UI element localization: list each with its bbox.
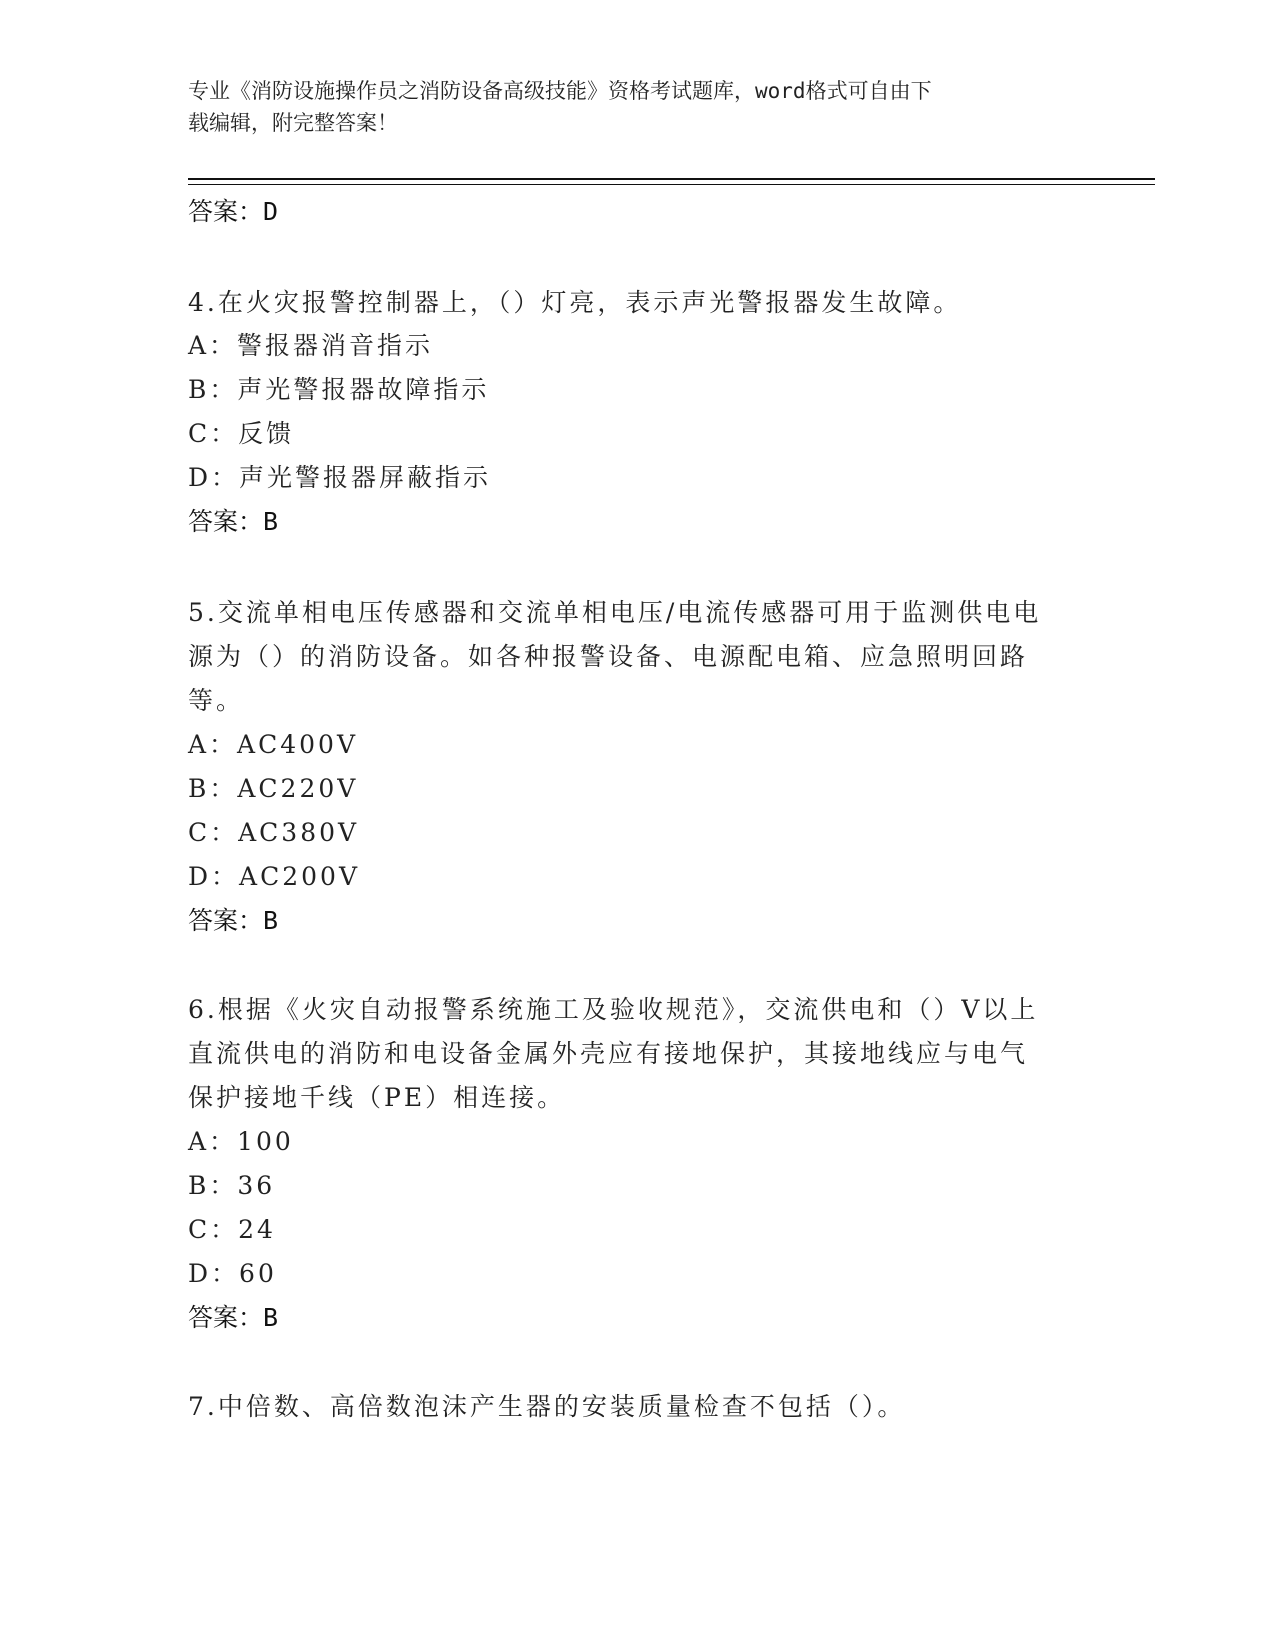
question-5-option-d: D：AC200V <box>188 862 360 891</box>
question-6-answer: 答案：B <box>188 1303 279 1332</box>
question-6-stem-line-2: 直流供电的消防和电设备金属外壳应有接地保护，其接地线应与电气 <box>188 1039 1029 1068</box>
header-divider-thick <box>188 178 1155 180</box>
question-6-option-a: A：100 <box>188 1127 294 1156</box>
question-5-stem-line-1: 5.交流单相电压传感器和交流单相电压/电流传感器可用于监测供电电 <box>188 598 1042 627</box>
header-divider-thin <box>188 184 1155 185</box>
question-4-option-b: B：声光警报器故障指示 <box>188 375 490 404</box>
question-7-stem: 7.中倍数、高倍数泡沫产生器的安装质量检查不包括（）。 <box>188 1392 906 1421</box>
question-5-answer: 答案：B <box>188 906 279 935</box>
question-4-option-d: D：声光警报器屏蔽指示 <box>188 463 492 492</box>
question-6-stem-line-1: 6.根据《火灾自动报警系统施工及验收规范》，交流供电和（）V以上 <box>188 995 1039 1024</box>
question-4-stem: 4.在火灾报警控制器上，（）灯亮，表示声光警报器发生故障。 <box>188 288 962 317</box>
question-6-option-b: B：36 <box>188 1171 276 1200</box>
question-4-option-a: A：警报器消音指示 <box>188 331 434 360</box>
question-4-answer: 答案：B <box>188 507 279 536</box>
question-5-stem-line-3: 等。 <box>188 686 245 715</box>
header-line-2: 载编辑，附完整答案！ <box>188 111 398 135</box>
question-5-option-b: B：AC220V <box>188 774 359 803</box>
question-5-stem-line-2: 源为（）的消防设备。如各种报警设备、电源配电箱、应急照明回路 <box>188 642 1029 671</box>
question-4-option-c: C：反馈 <box>188 419 295 448</box>
question-6-option-d: D：60 <box>188 1259 277 1288</box>
question-6-stem-line-3: 保护接地千线（PE）相连接。 <box>188 1083 566 1112</box>
question-6-option-c: C：24 <box>188 1215 276 1244</box>
document-header <box>188 75 1088 139</box>
previous-answer: 答案：D <box>188 197 279 226</box>
question-5-option-a: A：AC400V <box>188 730 359 759</box>
header-line-1: 专业《消防设施操作员之消防设备高级技能》资格考试题库，word格式可自由下 <box>188 79 932 103</box>
question-5-option-c: C：AC380V <box>188 818 360 847</box>
